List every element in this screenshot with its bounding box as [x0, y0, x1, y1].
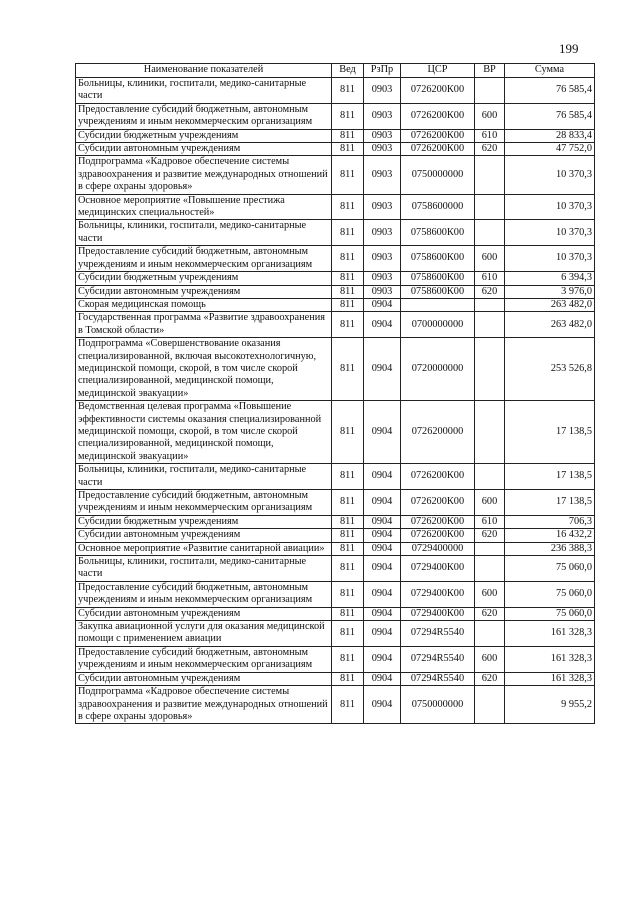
- cell-ved: 811: [332, 515, 364, 528]
- cell-ved: 811: [332, 556, 364, 582]
- cell-ved: 811: [332, 338, 364, 401]
- cell-name: Субсидии автономным учреждениям: [76, 529, 332, 542]
- cell-rzpr: 0904: [364, 686, 401, 724]
- cell-vr: 620: [475, 285, 505, 298]
- table-row: [76, 298, 595, 311]
- header-name: Наименование показателей: [76, 64, 332, 78]
- table-row: [76, 401, 595, 464]
- cell-name: Подпрограмма «Кадровое обеспечение системы здравоохранения и развитие международных отношений в сфере охраны здоровья»: [76, 686, 332, 724]
- cell-sum: 17 138,5: [505, 490, 595, 516]
- header-rzpr: РзПр: [364, 64, 401, 78]
- cell-sum: 17 138,5: [505, 401, 595, 464]
- cell-name: Больницы, клиники, госпитали, медико-санитарные части: [76, 464, 332, 490]
- cell-rzpr: 0904: [364, 672, 401, 685]
- cell-rzpr: 0903: [364, 194, 401, 220]
- cell-csr: 0726200К00: [401, 129, 475, 142]
- cell-name: Предоставление субсидий бюджетным, автономным учреждениям и иным некоммерческим организациям: [76, 581, 332, 607]
- cell-name: Закупка авиационной услуги для оказания медицинской помощи с применением авиации: [76, 621, 332, 647]
- cell-csr: 0729400К00: [401, 581, 475, 607]
- cell-vr: 620: [475, 672, 505, 685]
- cell-ved: 811: [332, 401, 364, 464]
- cell-vr: 610: [475, 515, 505, 528]
- cell-name: Предоставление субсидий бюджетным, автономным учреждениям и иным некоммерческим организациям: [76, 490, 332, 516]
- cell-name: Подпрограмма «Совершенствование оказания специализированной, включая высокотехнологичную, медицинской помощи, скорой, в том числе скорой специализированной, медицинской помощи, медицинской эвакуации»: [76, 338, 332, 401]
- cell-sum: 10 370,3: [505, 156, 595, 194]
- cell-csr: 0726200К00: [401, 143, 475, 156]
- cell-sum: 76 585,4: [505, 103, 595, 129]
- table-row: [76, 556, 595, 582]
- table-row: [76, 246, 595, 272]
- cell-ved: 811: [332, 312, 364, 338]
- cell-vr: 600: [475, 581, 505, 607]
- cell-ved: 811: [332, 646, 364, 672]
- cell-name: Больницы, клиники, госпитали, медико-санитарные части: [76, 556, 332, 582]
- cell-rzpr: 0904: [364, 464, 401, 490]
- cell-rzpr: 0904: [364, 646, 401, 672]
- cell-ved: 811: [332, 285, 364, 298]
- cell-name: Больницы, клиники, госпитали, медико-санитарные части: [76, 78, 332, 104]
- cell-ved: 811: [332, 78, 364, 104]
- cell-rzpr: 0904: [364, 401, 401, 464]
- table-row: [76, 464, 595, 490]
- cell-csr: 0750000000: [401, 686, 475, 724]
- cell-csr: 0758600К00: [401, 285, 475, 298]
- cell-rzpr: 0904: [364, 529, 401, 542]
- cell-csr: [401, 298, 475, 311]
- table-row: [76, 672, 595, 685]
- table-row: [76, 285, 595, 298]
- cell-ved: 811: [332, 156, 364, 194]
- table-row: [76, 607, 595, 620]
- table-row: [76, 646, 595, 672]
- cell-name: Основное мероприятие «Развитие санитарной авиации»: [76, 542, 332, 555]
- cell-csr: 0758600К00: [401, 272, 475, 285]
- cell-ved: 811: [332, 464, 364, 490]
- cell-ved: 811: [332, 220, 364, 246]
- cell-csr: 0758600К00: [401, 220, 475, 246]
- cell-csr: 07294R5540: [401, 672, 475, 685]
- cell-rzpr: 0903: [364, 78, 401, 104]
- cell-sum: 17 138,5: [505, 464, 595, 490]
- cell-vr: 620: [475, 529, 505, 542]
- cell-name: Субсидии бюджетным учреждениям: [76, 272, 332, 285]
- cell-name: Субсидии бюджетным учреждениям: [76, 515, 332, 528]
- cell-sum: 6 394,3: [505, 272, 595, 285]
- table-row: [76, 103, 595, 129]
- cell-ved: 811: [332, 246, 364, 272]
- cell-rzpr: 0904: [364, 515, 401, 528]
- cell-name: Субсидии автономным учреждениям: [76, 143, 332, 156]
- cell-sum: 75 060,0: [505, 581, 595, 607]
- cell-sum: 76 585,4: [505, 78, 595, 104]
- cell-csr: 0726200К00: [401, 103, 475, 129]
- cell-sum: 236 388,3: [505, 542, 595, 555]
- cell-rzpr: 0903: [364, 156, 401, 194]
- cell-sum: 16 432,2: [505, 529, 595, 542]
- cell-name: Субсидии автономным учреждениям: [76, 607, 332, 620]
- cell-rzpr: 0904: [364, 312, 401, 338]
- cell-rzpr: 0904: [364, 298, 401, 311]
- table-header-row: [76, 64, 595, 78]
- cell-sum: 9 955,2: [505, 686, 595, 724]
- cell-sum: 28 833,4: [505, 129, 595, 142]
- table-row: [76, 272, 595, 285]
- header-vr: ВР: [475, 64, 505, 78]
- cell-vr: [475, 464, 505, 490]
- cell-rzpr: 0904: [364, 556, 401, 582]
- cell-sum: 263 482,0: [505, 298, 595, 311]
- cell-sum: 161 328,3: [505, 672, 595, 685]
- cell-sum: 75 060,0: [505, 607, 595, 620]
- cell-csr: 0758600К00: [401, 246, 475, 272]
- cell-rzpr: 0903: [364, 220, 401, 246]
- cell-name: Субсидии бюджетным учреждениям: [76, 129, 332, 142]
- cell-sum: 75 060,0: [505, 556, 595, 582]
- cell-csr: 0726200К00: [401, 464, 475, 490]
- cell-rzpr: 0903: [364, 285, 401, 298]
- cell-sum: 10 370,3: [505, 246, 595, 272]
- cell-csr: 0700000000: [401, 312, 475, 338]
- cell-sum: 253 526,8: [505, 338, 595, 401]
- cell-vr: 620: [475, 143, 505, 156]
- cell-vr: [475, 220, 505, 246]
- cell-csr: 0726200000: [401, 401, 475, 464]
- header-ved: Вед: [332, 64, 364, 78]
- cell-name: Государственная программа «Развитие здравоохранения в Томской области»: [76, 312, 332, 338]
- cell-csr: 0729400К00: [401, 556, 475, 582]
- cell-rzpr: 0904: [364, 621, 401, 647]
- cell-vr: [475, 686, 505, 724]
- table-row: [76, 621, 595, 647]
- cell-ved: 811: [332, 621, 364, 647]
- budget-table: [75, 63, 595, 724]
- cell-csr: 0729400000: [401, 542, 475, 555]
- cell-name: Предоставление субсидий бюджетным, автономным учреждениям и иным некоммерческим организациям: [76, 246, 332, 272]
- cell-csr: 0758600000: [401, 194, 475, 220]
- cell-ved: 811: [332, 672, 364, 685]
- cell-csr: 0720000000: [401, 338, 475, 401]
- cell-vr: [475, 542, 505, 555]
- cell-rzpr: 0904: [364, 542, 401, 555]
- cell-sum: 3 976,0: [505, 285, 595, 298]
- cell-name: Подпрограмма «Кадровое обеспечение системы здравоохранения и развитие международных отношений в сфере охраны здоровья»: [76, 156, 332, 194]
- table-row: [76, 156, 595, 194]
- table-row: [76, 78, 595, 104]
- cell-vr: 600: [475, 490, 505, 516]
- cell-csr: 0750000000: [401, 156, 475, 194]
- cell-vr: 620: [475, 607, 505, 620]
- cell-csr: 07294R5540: [401, 621, 475, 647]
- cell-ved: 811: [332, 129, 364, 142]
- cell-name: Больницы, клиники, госпитали, медико-санитарные части: [76, 220, 332, 246]
- cell-ved: 811: [332, 490, 364, 516]
- cell-vr: [475, 194, 505, 220]
- cell-ved: 811: [332, 272, 364, 285]
- cell-ved: 811: [332, 529, 364, 542]
- cell-rzpr: 0904: [364, 581, 401, 607]
- cell-vr: 600: [475, 646, 505, 672]
- cell-vr: 610: [475, 129, 505, 142]
- page-number: 199: [559, 41, 579, 56]
- cell-vr: [475, 556, 505, 582]
- cell-rzpr: 0903: [364, 246, 401, 272]
- cell-rzpr: 0904: [364, 607, 401, 620]
- cell-sum: 706,3: [505, 515, 595, 528]
- cell-rzpr: 0904: [364, 490, 401, 516]
- cell-name: Скорая медицинская помощь: [76, 298, 332, 311]
- cell-rzpr: 0903: [364, 129, 401, 142]
- cell-ved: 811: [332, 542, 364, 555]
- header-csr: ЦСР: [401, 64, 475, 78]
- cell-sum: 10 370,3: [505, 194, 595, 220]
- cell-rzpr: 0903: [364, 272, 401, 285]
- cell-sum: 161 328,3: [505, 621, 595, 647]
- cell-vr: [475, 621, 505, 647]
- cell-name: Предоставление субсидий бюджетным, автономным учреждениям и иным некоммерческим организациям: [76, 103, 332, 129]
- table-row: [76, 338, 595, 401]
- table-row: [76, 143, 595, 156]
- cell-csr: 0726200К00: [401, 529, 475, 542]
- table-row: [76, 542, 595, 555]
- cell-csr: 0726200К00: [401, 78, 475, 104]
- cell-csr: 0729400К00: [401, 607, 475, 620]
- cell-rzpr: 0903: [364, 103, 401, 129]
- header-sum: Сумма: [505, 64, 595, 78]
- table-row: [76, 194, 595, 220]
- cell-vr: 600: [475, 246, 505, 272]
- cell-sum: 161 328,3: [505, 646, 595, 672]
- table-row: [76, 220, 595, 246]
- table-row: [76, 529, 595, 542]
- cell-ved: 811: [332, 103, 364, 129]
- cell-name: Субсидии автономным учреждениям: [76, 285, 332, 298]
- cell-ved: 811: [332, 194, 364, 220]
- cell-ved: 811: [332, 686, 364, 724]
- cell-ved: 811: [332, 143, 364, 156]
- cell-vr: [475, 338, 505, 401]
- cell-name: Ведомственная целевая программа «Повышение эффективности системы оказания специализированной медицинской помощи, скорой, в том числе скорой специализированной, медицинской помощи, медицинской эвакуации»: [76, 401, 332, 464]
- table-row: [76, 129, 595, 142]
- table-row: [76, 490, 595, 516]
- cell-vr: [475, 298, 505, 311]
- cell-vr: [475, 78, 505, 104]
- cell-vr: [475, 156, 505, 194]
- cell-name: Основное мероприятие «Повышение престижа медицинских специальностей»: [76, 194, 332, 220]
- cell-sum: 47 752,0: [505, 143, 595, 156]
- cell-ved: 811: [332, 581, 364, 607]
- table-row: [76, 686, 595, 724]
- cell-vr: 610: [475, 272, 505, 285]
- cell-csr: 0726200К00: [401, 490, 475, 516]
- cell-sum: 263 482,0: [505, 312, 595, 338]
- cell-rzpr: 0904: [364, 338, 401, 401]
- cell-ved: 811: [332, 298, 364, 311]
- cell-vr: 600: [475, 103, 505, 129]
- table-row: [76, 515, 595, 528]
- table-row: [76, 581, 595, 607]
- cell-csr: 07294R5540: [401, 646, 475, 672]
- cell-name: Предоставление субсидий бюджетным, автономным учреждениям и иным некоммерческим организациям: [76, 646, 332, 672]
- cell-vr: [475, 401, 505, 464]
- table-row: [76, 312, 595, 338]
- cell-csr: 0726200К00: [401, 515, 475, 528]
- cell-ved: 811: [332, 607, 364, 620]
- cell-sum: 10 370,3: [505, 220, 595, 246]
- cell-name: Субсидии автономным учреждениям: [76, 672, 332, 685]
- cell-rzpr: 0903: [364, 143, 401, 156]
- cell-vr: [475, 312, 505, 338]
